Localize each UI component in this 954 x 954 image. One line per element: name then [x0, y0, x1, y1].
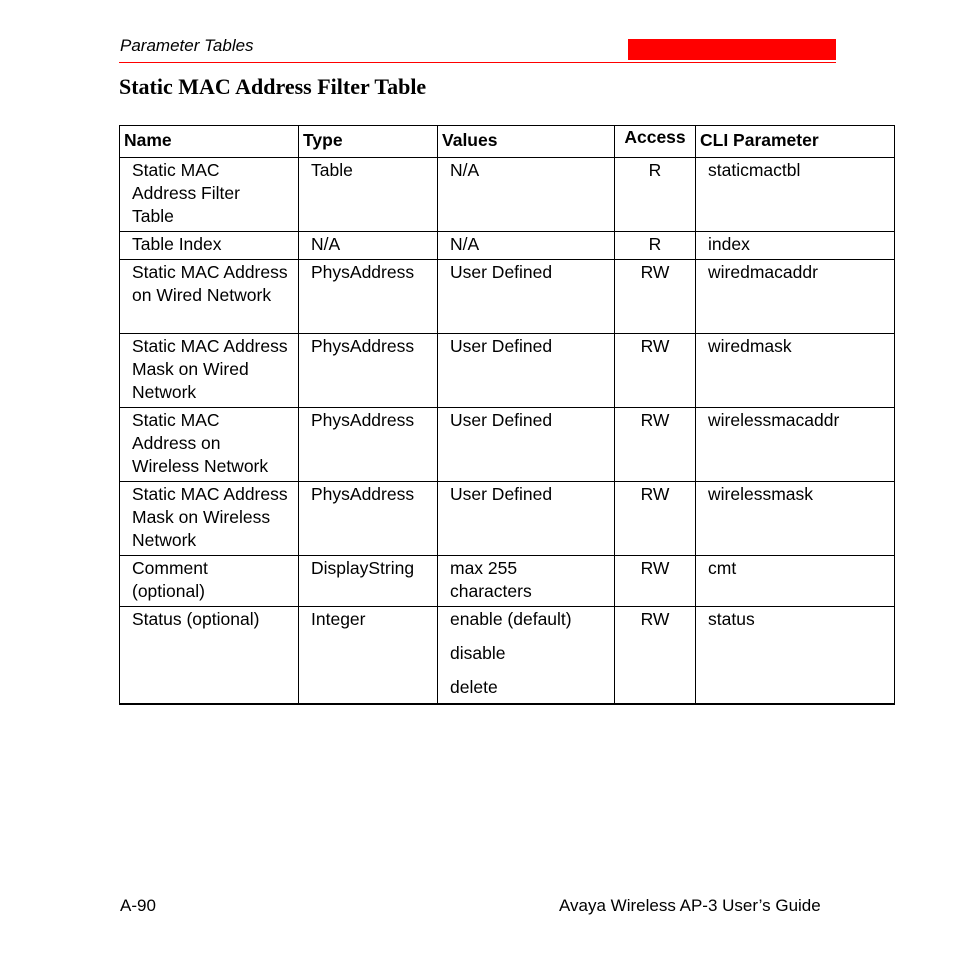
cell-values: User Defined [438, 408, 615, 482]
cell-name: Static MAC Address on Wireless Network [120, 408, 299, 482]
cell-cli: index [696, 232, 895, 260]
column-header-access: Access [615, 126, 696, 158]
table-row [120, 260, 895, 334]
cell-cli: wiredmacaddr [696, 260, 895, 334]
cell-values: User Defined [438, 482, 615, 556]
column-header-values: Values [438, 126, 615, 158]
cell-type: DisplayString [299, 556, 438, 607]
cell-cli: wiredmask [696, 334, 895, 408]
table-row [120, 334, 895, 408]
cell-type: PhysAddress [299, 334, 438, 408]
cell-values [438, 607, 615, 704]
cell-type: PhysAddress [299, 482, 438, 556]
cell-name: Static MAC Address on Wired Network [120, 260, 299, 334]
column-header-name: Name [120, 126, 299, 158]
cell-name: Status (optional) [120, 607, 299, 704]
page-number: A-90 [120, 896, 156, 915]
column-header-type: Type [299, 126, 438, 158]
cell-access: RW [615, 556, 696, 607]
cell-cli: status [696, 607, 895, 704]
table-row [120, 482, 895, 556]
running-header: Parameter Tables [120, 36, 254, 55]
cell-access: R [615, 158, 696, 232]
cell-type: Table [299, 158, 438, 232]
cell-cli: staticmactbl [696, 158, 895, 232]
cell-name: Comment (optional) [120, 556, 299, 607]
cell-values: N/A [438, 158, 615, 232]
cell-name: Static MAC Address Mask on Wired Network [120, 334, 299, 408]
cell-type: Integer [299, 607, 438, 704]
value-option: delete [450, 677, 498, 697]
table-row [120, 158, 895, 232]
cell-values: User Defined [438, 334, 615, 408]
section-title: Static MAC Address Filter Table [119, 74, 427, 99]
cell-type: N/A [299, 232, 438, 260]
header-accent-bar [628, 39, 836, 60]
cell-access: RW [615, 260, 696, 334]
cell-values: max 255 characters [438, 556, 615, 607]
cell-cli: cmt [696, 556, 895, 607]
cell-access: RW [615, 408, 696, 482]
cell-type: PhysAddress [299, 260, 438, 334]
value-option: enable (default) [450, 609, 572, 629]
cell-name: Static MAC Address Filter Table [120, 158, 299, 232]
cell-values: User Defined [438, 260, 615, 334]
column-header-cli-parameter: CLI Parameter [696, 126, 895, 158]
table-row [120, 556, 895, 607]
guide-title: Avaya Wireless AP-3 User’s Guide [559, 896, 821, 915]
parameter-table [119, 125, 895, 705]
cell-values: N/A [438, 232, 615, 260]
header-rule [119, 62, 836, 63]
cell-name: Static MAC Address Mask on Wireless Network [120, 482, 299, 556]
cell-cli: wirelessmask [696, 482, 895, 556]
cell-access: RW [615, 607, 696, 704]
cell-cli: wirelessmacaddr [696, 408, 895, 482]
cell-access: RW [615, 334, 696, 408]
table-row [120, 408, 895, 482]
value-option: disable [450, 643, 506, 663]
cell-access: RW [615, 482, 696, 556]
cell-type: PhysAddress [299, 408, 438, 482]
table-row [120, 607, 895, 704]
table-header-row [120, 126, 895, 158]
cell-access: R [615, 232, 696, 260]
table-row [120, 232, 895, 260]
cell-name: Table Index [120, 232, 299, 260]
